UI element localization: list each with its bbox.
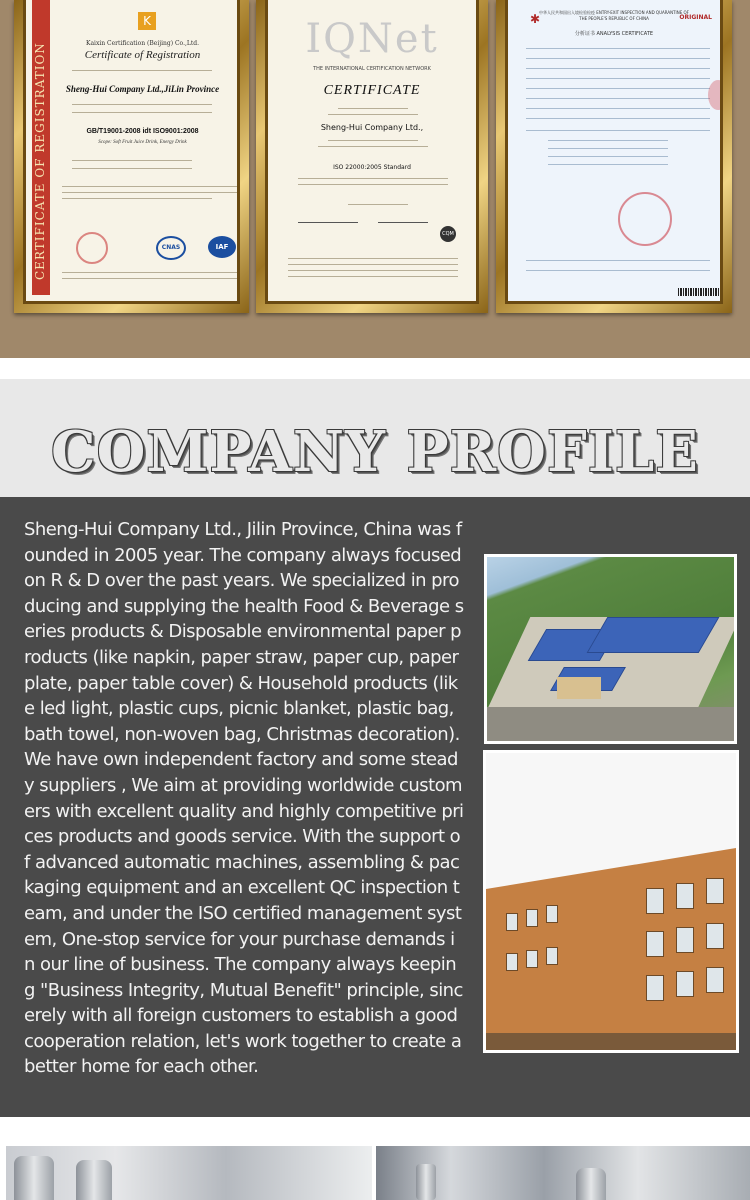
window	[706, 878, 724, 904]
ground	[486, 1033, 736, 1050]
certificate-iqnet[interactable]	[256, 0, 488, 313]
certificate-header: 中华人民共和国出入境检验检疫 ENTRY-EXIT INSPECTION AND QUARANTINE OF THE PEOPLE'S REPUBLIC OF CHINA	[539, 10, 689, 21]
table-rule	[548, 148, 668, 149]
table-rule	[526, 108, 710, 109]
cnas-badge-icon: CNAS	[156, 236, 186, 260]
window	[706, 923, 724, 949]
photo-image	[486, 753, 736, 1050]
table-rule	[526, 88, 710, 89]
divider	[288, 270, 458, 271]
company-profile	[0, 497, 750, 1117]
mixer-machine	[416, 1164, 436, 1200]
red-seal-icon	[76, 232, 108, 264]
certificate-analysis[interactable]	[496, 0, 732, 313]
certificate-network: THE INTERNATIONAL CERTIFICATION NETWORK	[313, 66, 431, 72]
certificate-gallery	[0, 0, 750, 358]
window	[646, 931, 664, 957]
divider	[328, 114, 418, 115]
table-rule	[526, 118, 710, 119]
divider	[288, 276, 458, 277]
production-line-photo[interactable]	[376, 1146, 750, 1200]
certificate-paper	[26, 0, 237, 301]
divider	[72, 168, 192, 169]
table-rule	[526, 58, 710, 59]
table-rule	[526, 260, 710, 261]
photo-image	[487, 557, 734, 741]
divider	[62, 192, 237, 193]
divider	[318, 146, 428, 147]
table-rule	[526, 78, 710, 79]
window	[676, 927, 694, 953]
certificate-side-banner	[32, 0, 50, 295]
window	[646, 975, 664, 1001]
road	[487, 707, 734, 741]
barcode-icon	[678, 288, 720, 296]
certificate-registration[interactable]	[14, 0, 249, 313]
certificate-paper	[508, 0, 720, 301]
divider	[72, 112, 212, 113]
divider	[298, 184, 448, 185]
steel-tank	[576, 1168, 606, 1200]
side-banner-text: CERTIFICATE OF REGISTRATION	[33, 42, 47, 280]
divider	[62, 272, 237, 273]
window	[676, 971, 694, 997]
window	[546, 905, 558, 923]
certificate-company: Sheng-Hui Company Ltd.,JiLin Province	[65, 84, 220, 94]
divider	[72, 70, 212, 71]
steel-tank	[76, 1160, 112, 1200]
office-building	[557, 677, 601, 699]
production-tanks-photo[interactable]	[6, 1146, 372, 1200]
office-building-photo[interactable]	[483, 750, 739, 1053]
certificate-standard: GB/T19001-2008 idt ISO9001:2008	[86, 128, 199, 135]
steel-tank	[14, 1156, 54, 1200]
certificate-paper	[268, 0, 476, 301]
certificate-title: Certificate of Registration	[84, 49, 201, 61]
profile-text: Sheng-Hui Company Ltd., Jilin Province, China was founded in 2005 year. The company always focused on R & D over the past years. We specialized in producing and supplying the health Food & Beverage series products & Disposable environmental paper products (like napkin, paper straw, paper cup, paper plate, paper table cover) & Household products (like led light, plastic cups, picnic blanket, plastic bag, bath towel, non-woven bag, Christmas decoration). We have own independent factory and some steady suppliers , We aim at providing worldwide customers with excellent quality and highly competitive prices products and goods service. With the support of advanced automatic machines, assembling & packaging equipment and an excellent QC inspection team, and under the ISO certified management system, One-stop service for your purchase demands in our line of business. The company always keeping "Business Integrity, Mutual Benefit" principle, sincerely with all foreign customers to establish a good cooperation relation, let's work together to create a better home for each other.	[24, 519, 464, 1078]
section-title: COMPANY PROFILE	[51, 419, 699, 485]
divider	[72, 160, 192, 161]
certificate-company: Sheng-Hui Company Ltd.,	[320, 123, 424, 132]
factory-aerial-photo[interactable]	[484, 554, 737, 744]
brick-facade	[486, 848, 736, 1050]
window	[706, 967, 724, 993]
table-rule	[526, 270, 710, 271]
certificate-standard: ISO 22000:2005 Standard	[333, 164, 411, 171]
window	[506, 913, 518, 931]
kaixin-logo-icon: K	[138, 12, 156, 30]
divider	[348, 204, 408, 205]
divider	[288, 264, 458, 265]
divider	[338, 108, 408, 109]
iaf-badge-icon: IAF	[208, 236, 236, 258]
red-seal-icon	[708, 80, 720, 110]
divider	[288, 258, 458, 259]
table-rule	[548, 140, 668, 141]
table-rule	[548, 156, 668, 157]
factory-roof	[587, 617, 720, 653]
cqm-badge-icon: CQM	[440, 226, 456, 242]
window	[506, 953, 518, 971]
certificate-title: 分析证书 ANALYSIS CERTIFICATE	[574, 31, 654, 37]
divider	[62, 278, 237, 279]
window	[526, 909, 538, 927]
red-seal-icon	[618, 192, 672, 246]
divider	[328, 140, 418, 141]
factory-photo-strip	[0, 1117, 750, 1200]
iqnet-logo-icon: IQNet	[305, 16, 439, 62]
certificate-title: CERTIFICATE	[323, 83, 421, 98]
section-header	[0, 379, 750, 497]
table-rule	[526, 68, 710, 69]
window	[676, 883, 694, 909]
signature-line	[298, 222, 358, 223]
table-rule	[548, 164, 668, 165]
window	[646, 888, 664, 914]
divider	[62, 198, 212, 199]
divider	[298, 178, 448, 179]
divider	[62, 186, 237, 187]
table-rule	[526, 48, 710, 49]
window	[526, 950, 538, 968]
signature-line	[378, 222, 428, 223]
certificate-issuer: Kaixin Certification (Beijing) Co.,Ltd.	[85, 40, 200, 47]
inspection-emblem-icon: ✱	[530, 12, 541, 26]
table-rule	[526, 130, 710, 131]
divider	[72, 104, 212, 105]
original-stamp: ORIGINAL	[679, 14, 712, 21]
window	[546, 947, 558, 965]
table-rule	[526, 98, 710, 99]
certificate-scope: Scope: Soft Fruit Juice Drink, Energy Drink	[98, 140, 187, 145]
